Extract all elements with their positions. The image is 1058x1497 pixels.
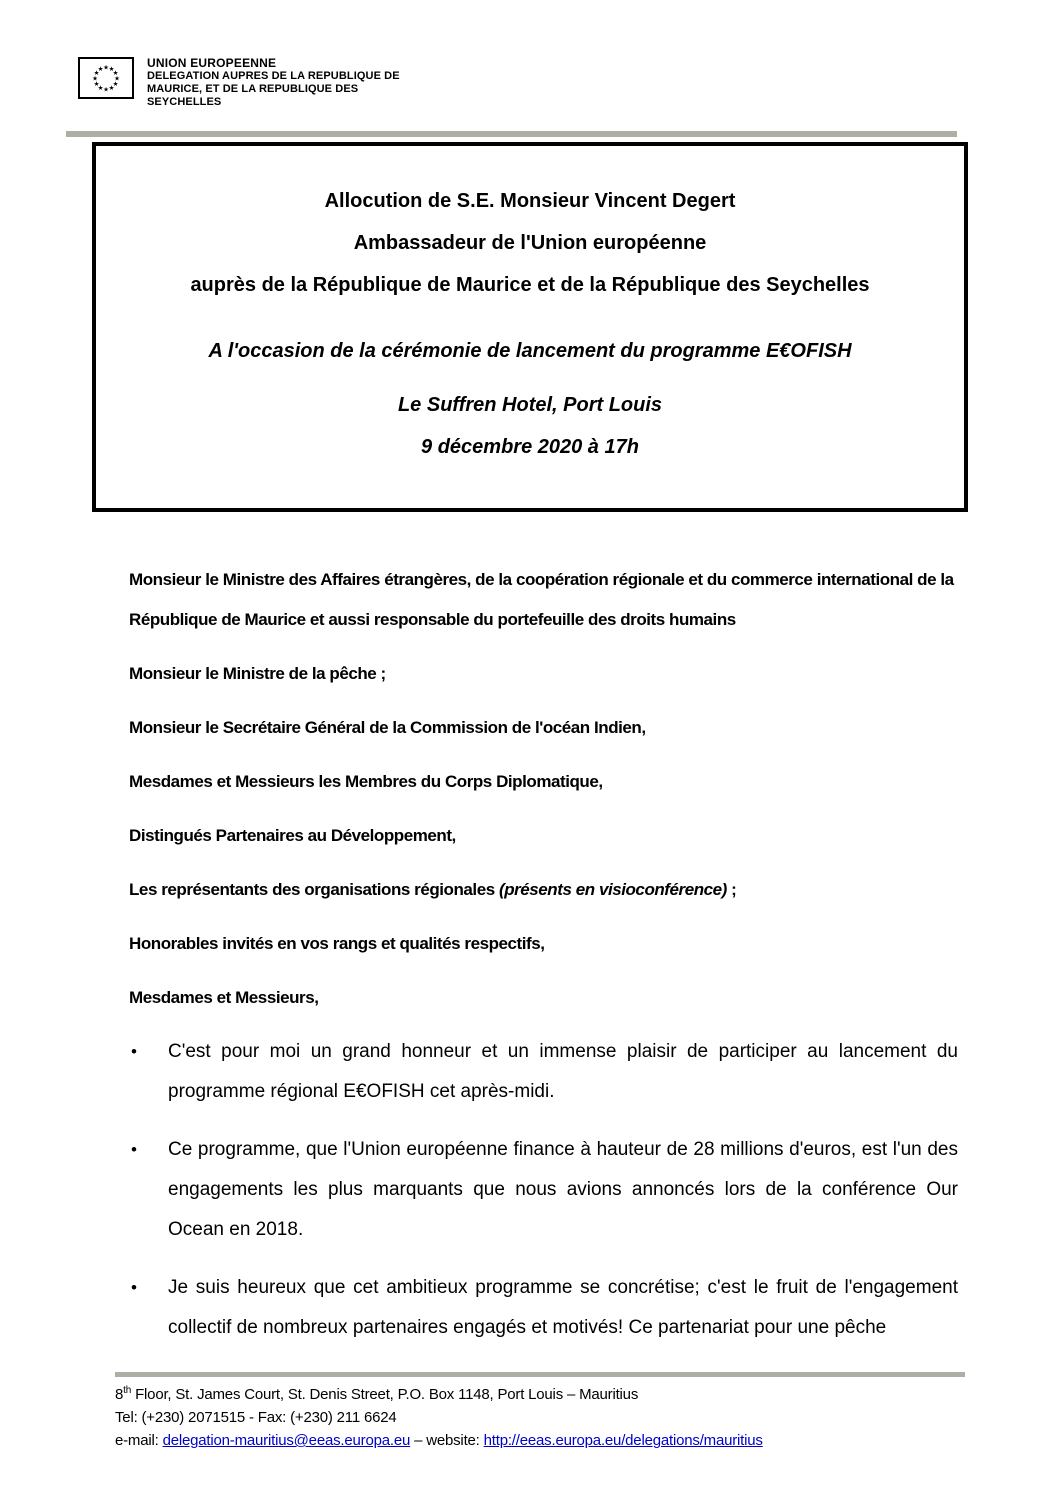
delegation-line: MAURICE, ET DE LA REPUBLIQUE DES	[147, 83, 359, 95]
bullet-text: C'est pour moi un grand honneur et un immense plaisir de participer au lancement du programme régional E€OFISH cet après-midi.	[168, 1041, 958, 1102]
org-name: UNION EUROPEENNE	[147, 56, 277, 70]
eu-flag-logo	[78, 57, 134, 99]
svg-text:★: ★	[103, 85, 109, 94]
salutation: Honorables invités en vos rangs et qualités respectifs,	[129, 934, 545, 953]
bullet-icon: •	[131, 1140, 137, 1159]
footer	[115, 1379, 975, 1452]
svg-text:★: ★	[108, 84, 115, 92]
bullet-text: Je suis heureux que cet ambitieux programme se concrétise; c'est le fruit de l'engagement collectif de nombreux partenaires engagés et motivés! Ce partenariat pour une pêche	[168, 1277, 958, 1338]
speech-occasion: A l'occasion de la cérémonie de lancement du programme E€OFISH	[208, 340, 852, 362]
footer-address-number: 8	[115, 1386, 124, 1403]
footer-address-rest: Floor, St. James Court, St. Denis Street, P.O. Box 1148, Port Louis – Mauritius	[131, 1386, 639, 1403]
footer-address	[115, 1379, 975, 1406]
speech-datetime: 9 décembre 2020 à 17h	[421, 436, 639, 458]
website-link[interactable]: http://eeas.europa.eu/delegations/mauritius	[483, 1432, 763, 1449]
svg-text:★: ★	[103, 63, 109, 72]
bullet-icon: •	[131, 1278, 137, 1297]
delegation-line: SEYCHELLES	[147, 96, 222, 108]
svg-text:★: ★	[112, 69, 119, 77]
salutation	[129, 870, 958, 910]
header-divider-rule	[66, 131, 957, 137]
letterhead	[78, 57, 400, 109]
salutation: Monsieur le Ministre des Affaires étrangères, de la coopération régionale et du commerce international de la République de Maurice et aussi responsable du portefeuille des droits humains	[129, 570, 954, 629]
bullet-list	[129, 1032, 958, 1348]
svg-text:★: ★	[112, 80, 119, 88]
speech-body	[129, 560, 958, 1366]
salutation: Distingués Partenaires au Développement,	[129, 826, 456, 845]
list-item	[129, 1032, 958, 1112]
salutation-italic-note: (présents en visioconférence)	[498, 880, 727, 899]
email-link[interactable]: delegation-mauritius@eeas.europa.eu	[162, 1432, 411, 1449]
svg-text:★: ★	[97, 84, 104, 92]
footer-address-ordinal: th	[123, 1385, 132, 1396]
salutation: Monsieur le Secrétaire Général de la Commission de l'océan Indien,	[129, 718, 646, 737]
footer-divider-rule	[115, 1372, 965, 1377]
svg-text:★: ★	[108, 65, 115, 73]
salutation: Mesdames et Messieurs,	[129, 988, 319, 1007]
footer-contact-line	[115, 1429, 975, 1452]
salutation-suffix: ;	[726, 880, 737, 899]
list-item	[129, 1130, 958, 1250]
salutation-text: Les représentants des organisations régionales	[129, 880, 499, 899]
svg-text:★: ★	[114, 74, 120, 83]
website-label: – website:	[410, 1432, 484, 1449]
speech-title-line3: auprès de la République de Maurice et de la République des Seychelles	[190, 274, 870, 296]
svg-text:★: ★	[97, 65, 104, 73]
bullet-icon: •	[131, 1042, 137, 1061]
email-label: e-mail:	[115, 1432, 163, 1449]
speech-venue: Le Suffren Hotel, Port Louis	[397, 394, 663, 416]
speech-title-line1: Allocution de S.E. Monsieur Vincent Degert	[324, 190, 736, 212]
salutation: Mesdames et Messieurs les Membres du Corps Diplomatique,	[129, 772, 603, 791]
speech-title-line2: Ambassadeur de l'Union européenne	[353, 232, 707, 254]
letterhead-text	[147, 57, 400, 109]
footer-tel-fax: Tel: (+230) 2071515 - Fax: (+230) 211 6624	[115, 1409, 397, 1426]
svg-text:★: ★	[93, 80, 100, 88]
svg-text:★: ★	[92, 74, 98, 83]
delegation-line: DELEGATION AUPRES DE LA REPUBLIQUE DE	[147, 70, 400, 82]
title-box	[92, 142, 968, 512]
eu-stars-icon	[80, 59, 132, 97]
salutation: Monsieur le Ministre de la pêche ;	[129, 664, 386, 683]
list-item	[129, 1268, 958, 1348]
bullet-text: Ce programme, que l'Union européenne finance à hauteur de 28 millions d'euros, est l'un des engagements les plus marquants que nous avions annoncés lors de la conférence Our Ocean en 2018.	[168, 1139, 958, 1240]
svg-text:★: ★	[93, 69, 100, 77]
